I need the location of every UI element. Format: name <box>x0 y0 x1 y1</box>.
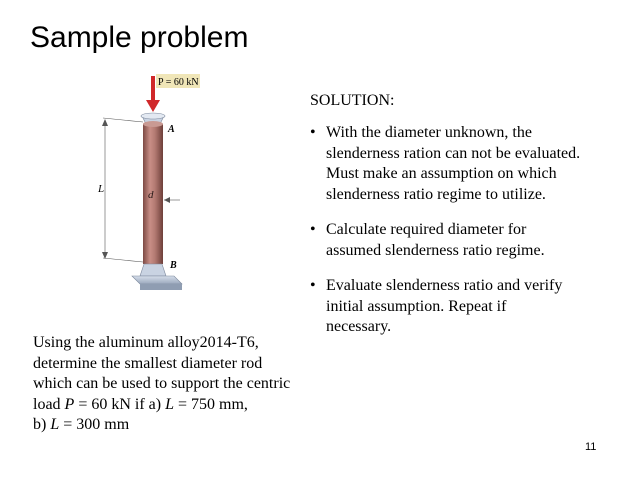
text-run: load <box>33 395 65 413</box>
bullet-symbol: • <box>310 221 316 238</box>
solution-bullet <box>310 276 630 338</box>
load-arrow-head <box>146 100 160 112</box>
dim-arrow-bottom <box>102 252 108 259</box>
text-run: = 60 kN if a) <box>74 395 166 413</box>
problem-line: which can be used to support the centric <box>33 375 291 392</box>
bullet-symbol: • <box>310 124 316 141</box>
text-run: = 750 mm, <box>174 395 248 413</box>
variable-l: L <box>165 395 175 413</box>
dim-arrow-top <box>102 119 108 126</box>
bullet-text: With the diameter unknown, the slenderness ration can not be evaluated. Must make an assumption on which slenderness ratio regime to utilize. <box>326 124 581 203</box>
bullet-text: Evaluate slenderness ratio and verify initial assumption. Repeat if necessary. <box>326 277 563 335</box>
base-plate-side <box>140 284 182 290</box>
problem-statement <box>33 333 333 436</box>
load-label: P = 60 kN <box>158 77 199 88</box>
text-run: = 300 mm <box>59 416 130 433</box>
column-top <box>143 121 163 127</box>
problem-line <box>33 415 333 436</box>
top-fixture-rim <box>141 113 165 119</box>
problem-line: determine the smallest diameter rod <box>33 354 263 372</box>
dim-arrow-d <box>164 197 170 203</box>
bottom-fixture <box>140 264 166 276</box>
label-b: B <box>170 260 177 271</box>
slide-title: Sample problem <box>30 21 249 54</box>
label-a: A <box>168 124 175 135</box>
solution-bullet <box>310 123 630 205</box>
problem-line <box>33 395 333 416</box>
load-arrow-shaft <box>151 76 155 102</box>
bullet-text: Calculate required diameter for assumed slenderness ratio regime. <box>326 221 545 259</box>
column-diagram <box>88 72 200 304</box>
column-figure <box>88 72 200 304</box>
solution-heading: SOLUTION: <box>310 92 395 109</box>
label-l: L <box>98 183 105 195</box>
page-number: 11 <box>585 441 597 453</box>
variable-p: P <box>64 395 75 413</box>
solution-bullets <box>310 123 630 353</box>
dim-line-bottom <box>103 258 143 262</box>
variable-l: L <box>50 416 60 433</box>
label-d: d <box>148 189 154 201</box>
text-run: b) <box>33 416 51 433</box>
solution-bullet <box>310 220 630 261</box>
base-plate <box>132 276 182 284</box>
problem-line: Using the aluminum alloy2014-T6, <box>33 334 259 351</box>
bullet-symbol: • <box>310 277 316 294</box>
dim-line-top <box>103 118 143 122</box>
